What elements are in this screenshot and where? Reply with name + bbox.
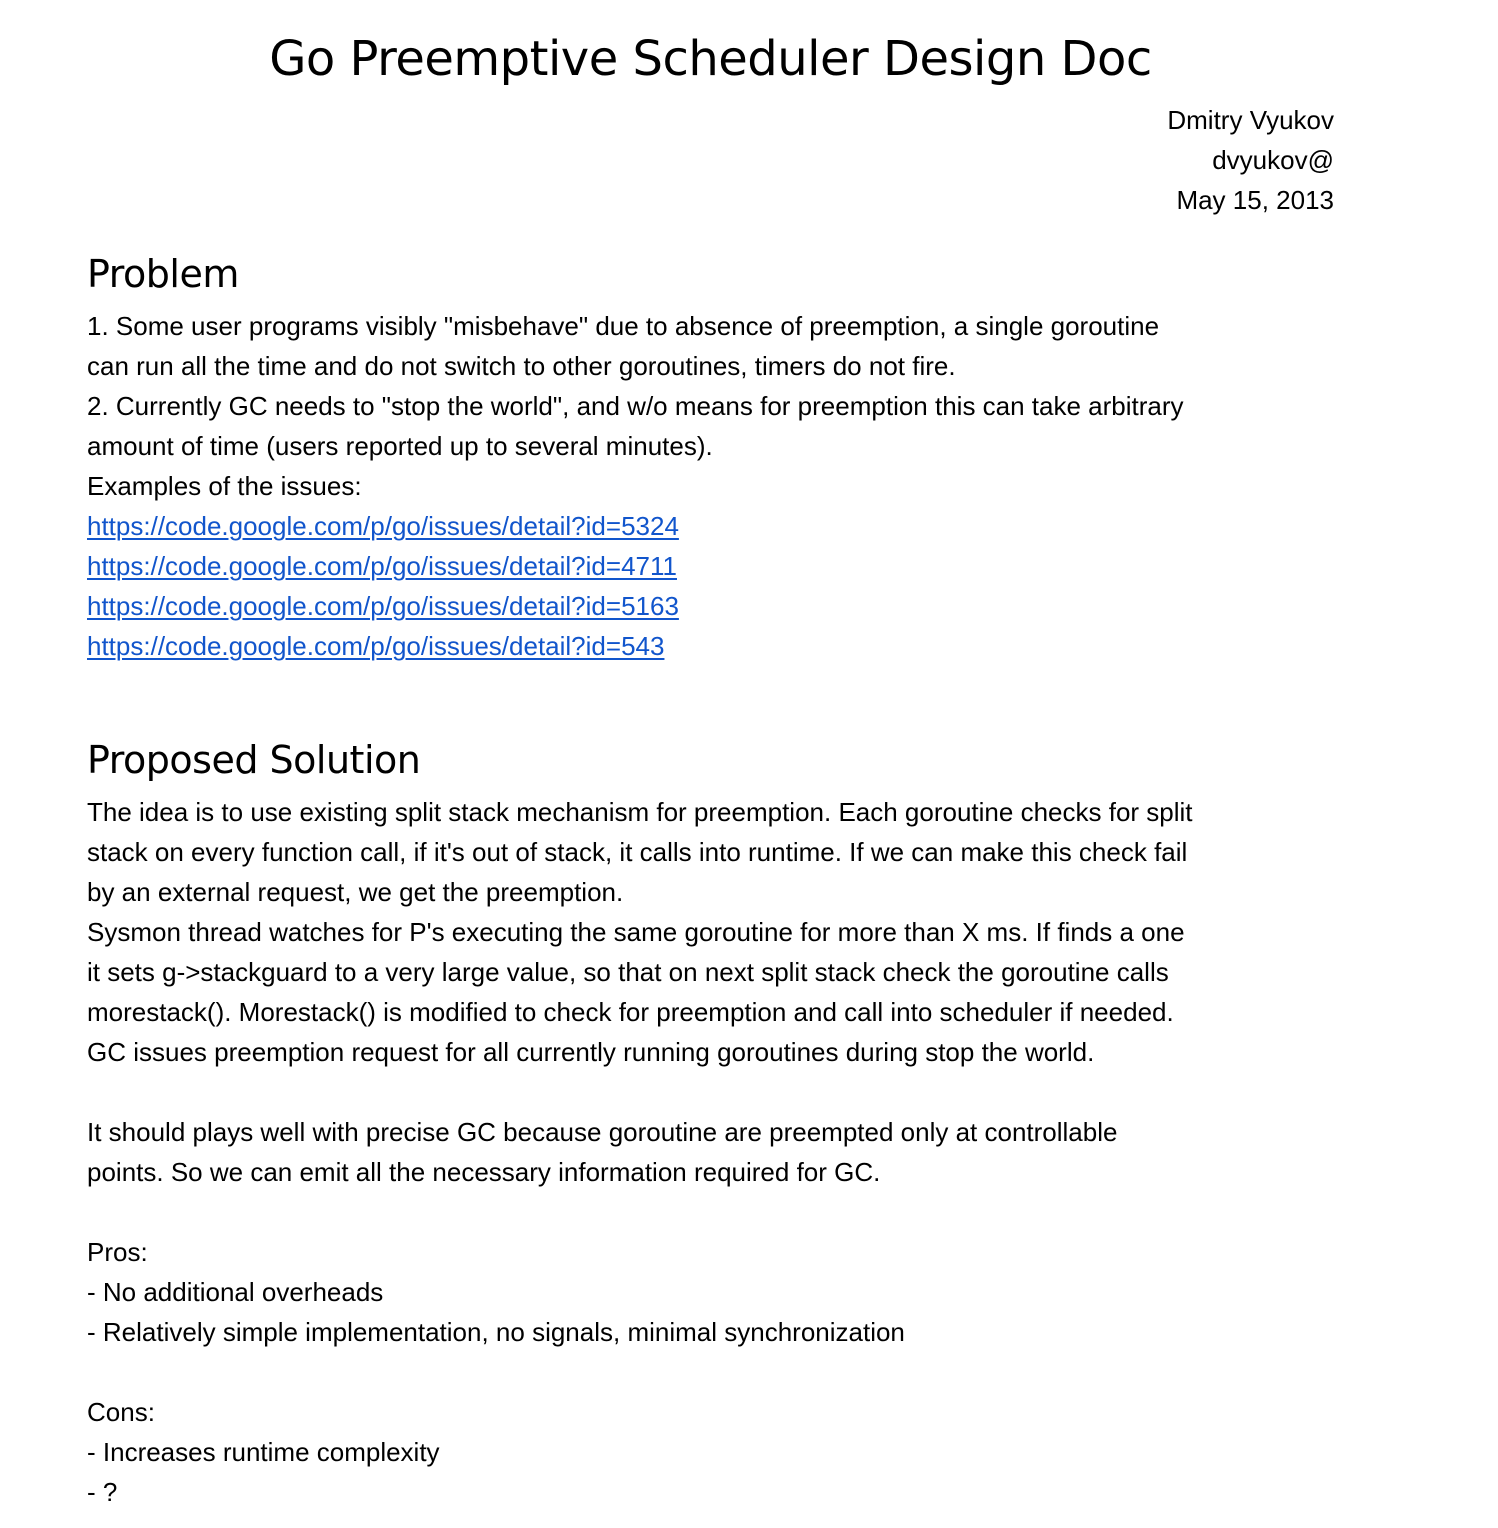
- document-date: May 15, 2013: [1176, 185, 1334, 215]
- solution-body: [87, 792, 1347, 1512]
- solution-line: GC issues preemption request for all currently running goroutines during stop the world.: [87, 1037, 1095, 1067]
- pros-label: Pros:: [87, 1237, 148, 1267]
- spacer: [87, 1072, 1347, 1112]
- solution-line: points. So we can emit all the necessary information required for GC.: [87, 1157, 881, 1187]
- cons-item: - Increases runtime complexity: [87, 1437, 440, 1467]
- problem-line: 2. Currently GC needs to "stop the world", and w/o means for preemption this can take arbitrary: [87, 391, 1184, 421]
- solution-line: stack on every function call, if it's out of stack, it calls into runtime. If we can make this check fail: [87, 837, 1188, 867]
- solution-line: by an external request, we get the preemption.: [87, 877, 624, 907]
- proposed-solution-heading: Proposed Solution: [87, 738, 421, 782]
- solution-line: It should plays well with precise GC because goroutine are preempted only at controllable: [87, 1117, 1118, 1147]
- solution-line: morestack(). Morestack() is modified to check for preemption and call into scheduler if needed.: [87, 997, 1174, 1027]
- pros-item: - Relatively simple implementation, no signals, minimal synchronization: [87, 1317, 905, 1347]
- issue-link-5324[interactable]: https://code.google.com/p/go/issues/detail?id=5324: [87, 511, 679, 541]
- solution-line: The idea is to use existing split stack mechanism for preemption. Each goroutine checks for split: [87, 797, 1193, 827]
- solution-line: Sysmon thread watches for P's executing the same goroutine for more than X ms. If finds a one: [87, 917, 1185, 947]
- solution-line: it sets g->stackguard to a very large value, so that on next split stack check the goroutine calls: [87, 957, 1169, 987]
- spacer: [87, 1192, 1347, 1232]
- cons-item: - ?: [87, 1477, 118, 1507]
- pros-item: - No additional overheads: [87, 1277, 384, 1307]
- author-name: Dmitry Vyukov: [1167, 105, 1334, 135]
- problem-line: 1. Some user programs visibly "misbehave" due to absence of preemption, a single goroutine: [87, 311, 1160, 341]
- document-title: Go Preemptive Scheduler Design Doc: [269, 31, 1152, 87]
- problem-line: can run all the time and do not switch to other goroutines, timers do not fire.: [87, 351, 956, 381]
- author-email: dvyukov@: [1212, 145, 1334, 175]
- document-meta: [1167, 100, 1334, 220]
- spacer: [87, 1352, 1347, 1392]
- problem-line: amount of time (users reported up to several minutes).: [87, 431, 713, 461]
- examples-label: Examples of the issues:: [87, 471, 362, 501]
- cons-label: Cons:: [87, 1397, 155, 1427]
- issue-link-5163[interactable]: https://code.google.com/p/go/issues/detail?id=5163: [87, 591, 679, 621]
- issue-link-4711[interactable]: https://code.google.com/p/go/issues/detail?id=4711: [87, 551, 677, 581]
- problem-heading: Problem: [87, 252, 239, 296]
- problem-body: [87, 306, 1347, 666]
- issue-link-543[interactable]: https://code.google.com/p/go/issues/detail?id=543: [87, 631, 665, 661]
